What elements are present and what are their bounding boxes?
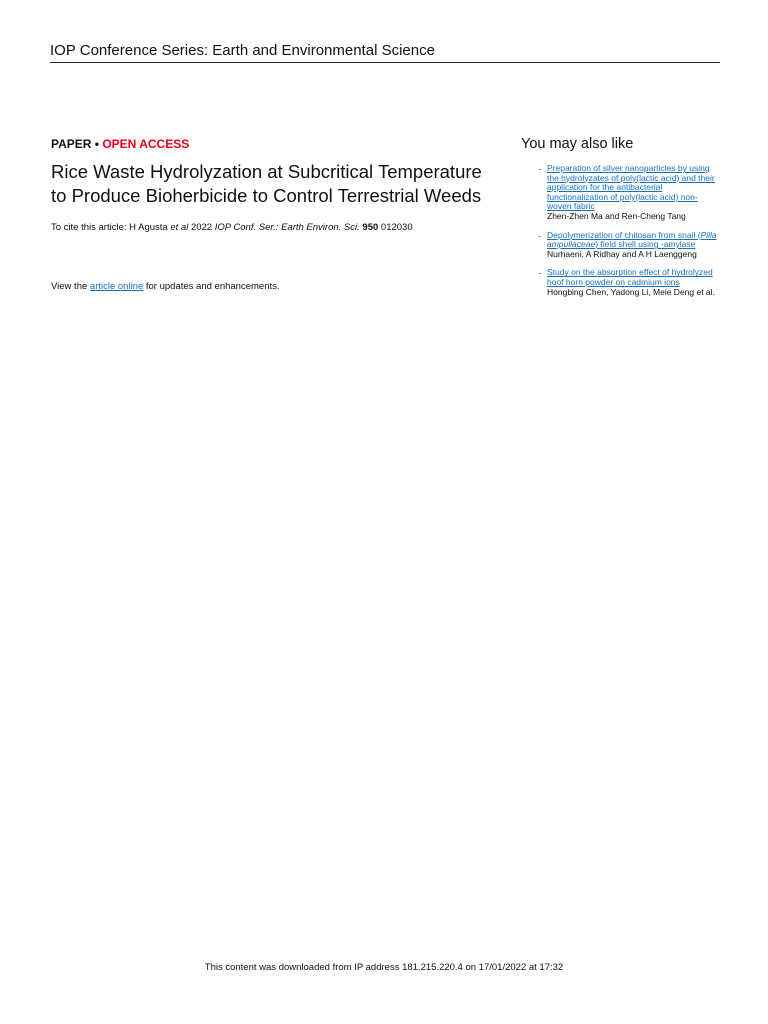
paper-type-label: PAPER xyxy=(51,137,92,151)
citation-etal: et al xyxy=(170,222,189,233)
view-online-suffix: for updates and enhancements. xyxy=(143,281,280,292)
related-title-link[interactable]: Preparation of silver nanoparticles by using the hydrolyzates of poly(lactic acid) and their application for the antibacterial functionalization of poly(lactic acid) non-woven fabric xyxy=(547,163,715,212)
view-online-prefix: View the xyxy=(51,281,90,292)
citation-line xyxy=(51,222,501,233)
article-main xyxy=(51,137,501,292)
citation-volume: 950 xyxy=(362,222,379,233)
related-title-italic: Pilla ampullaceae xyxy=(547,229,717,250)
related-title-link[interactable] xyxy=(547,231,721,250)
citation-year: 2022 xyxy=(188,222,215,233)
download-note: This content was downloaded from IP address 181.215.220.4 on 17/01/2022 at 17:32 xyxy=(204,962,564,973)
related-authors: Zhen-Zhen Ma and Ren-Cheng Tang xyxy=(547,210,686,221)
open-access-label: OPEN ACCESS xyxy=(102,137,190,151)
type-separator: • xyxy=(91,137,103,151)
related-heading: You may also like xyxy=(521,136,634,152)
citation-journal: IOP Conf. Ser.: Earth Environ. Sci. xyxy=(214,222,360,233)
related-title-part: ) field shell using -amylase xyxy=(595,239,696,250)
citation-prefix: To cite this article: H Agusta xyxy=(51,222,171,233)
view-online-line xyxy=(51,281,501,292)
related-authors: Hongbing Chen, Yadong Li, Meie Deng et al. xyxy=(547,286,715,297)
related-articles-panel xyxy=(521,136,721,306)
journal-header: IOP Conference Series: Earth and Environmental Science xyxy=(50,42,720,63)
list-dash: - xyxy=(538,268,541,279)
related-item xyxy=(521,268,721,297)
related-item xyxy=(521,231,721,260)
related-item xyxy=(521,164,721,222)
list-dash: - xyxy=(538,164,541,174)
related-authors: Nurhaeni, A Ridhay and A H Laenggeng xyxy=(547,248,697,259)
list-dash: - xyxy=(538,230,541,241)
paper-type-line xyxy=(51,137,501,151)
article-online-link[interactable]: article online xyxy=(89,281,144,292)
related-title-link[interactable]: Study on the absorption effect of hydrolyzed hoof horn powder on cadmium ions xyxy=(547,267,713,287)
citation-article-number: 012030 xyxy=(378,222,413,233)
related-title-part: Depolymerization of chitosan from snail ( xyxy=(547,229,701,240)
paper-title: Rice Waste Hydrolyzation at Subcritical Temperature to Produce Bioherbicide to Control Terrestrial Weeds xyxy=(51,161,482,206)
